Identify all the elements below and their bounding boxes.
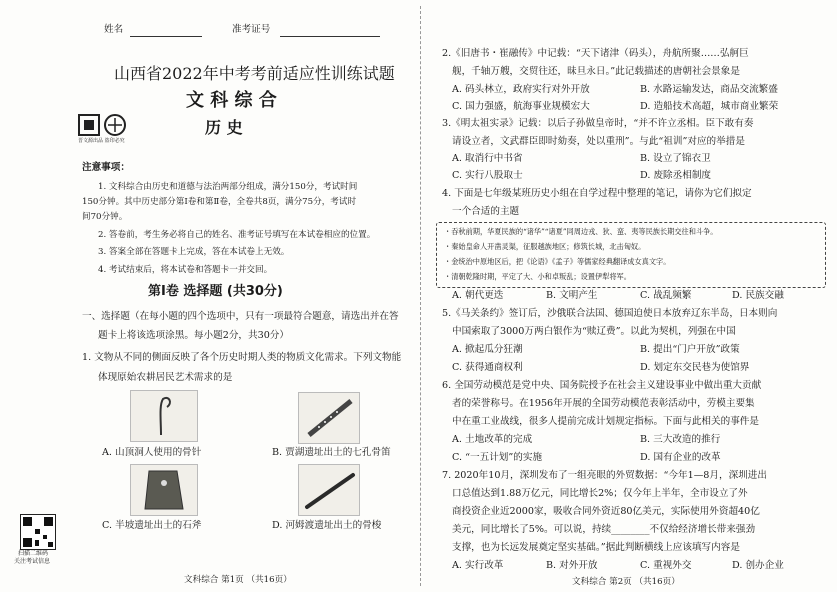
q7-option-a: A. 实行改革	[452, 560, 504, 571]
q6-stem: 中在重工业战线，很多人提前完成计划规定指标。下面与此相关的事件是	[452, 416, 759, 427]
q6-stem: 者的荣誉称号。在1956年开展的全国劳动模范表彰活动中，劳模主要集	[452, 398, 755, 409]
q7-stem: 商投资企业近2000家，吸收合同外资近80亿美元，实际使用外资超40亿	[452, 506, 760, 517]
q3-stem: 请设立者，文武群臣即时劾奏，处以重刑”。与此“祖训”对应的举措是	[452, 136, 745, 147]
q1-option-c: C. 半坡遗址出土的石斧	[102, 520, 202, 531]
q4-note: ・金统治中原地区后，把《论语》《孟子》等儒家经典翻译成女真文字。	[444, 257, 671, 266]
q7-option-c: C. 重视外交	[640, 560, 692, 571]
q2-stem: 2.《旧唐书・崔融传》中记载：“天下诸津（码头），舟航所聚……弘舸巨	[442, 48, 749, 59]
notice-line: 3. 答案全部在答题卡上完成，答在本试卷上无效。	[98, 247, 290, 257]
q4-note: ・秦始皇命人开凿灵渠，征服越族地区；修筑长城，北击匈奴。	[444, 242, 646, 251]
section1-intro: 题卡上将该选项涂黑。每小题2分，共30分）	[98, 330, 289, 341]
logo-caption: 晋文源出品 盗印必究	[78, 138, 125, 144]
exam-no-label: 准考证号	[232, 24, 271, 35]
q4-stem: 4. 下面是七年级某班历史小组在自学过程中整理的笔记，请你为它们拟定	[442, 188, 752, 199]
footer-left: 文科综合 第1页 （共16页）	[184, 575, 292, 585]
q4-stem: 一个合适的主题	[452, 206, 520, 217]
q6-option-c: C. “一五计划”的实施	[452, 452, 543, 463]
q7-stem: 口总值达到1.88万亿元，同比增长2%；仅今年上半年，全市设立了外	[452, 488, 748, 499]
artifact-stone-axe	[130, 464, 198, 516]
qr-caption: 关注考试信息	[14, 558, 51, 565]
q2-option-c: C. 国力强盛，航海事业规模宏大	[452, 101, 590, 112]
q7-option-b: B. 对外开放	[546, 560, 598, 571]
q4-option-a: A. 朝代更迭	[452, 290, 504, 301]
q5-stem: 5.《马关条约》签订后，沙俄联合法国、德国迫使日本放弃辽东半岛，日本则向	[442, 308, 778, 319]
q4-note: ・吞秋前期，华夏民族的“诸华”“诸夏”同周边戎、狄、蛮、夷等民族长期交往和斗争。	[444, 227, 718, 236]
bone-needle-icon	[131, 391, 197, 441]
q6-option-b: B. 三大改造的推行	[640, 434, 721, 445]
qr-code[interactable]	[20, 514, 56, 550]
artifact-bone-shuttle	[298, 464, 360, 516]
section1-intro: 一、选择题（在每小题的四个选项中，只有一项最符合题意，请选出并在答	[82, 311, 399, 322]
q1-option-a: A. 山顶洞人使用的骨针	[102, 447, 202, 458]
q6-option-d: D. 国有企业的改革	[640, 452, 721, 463]
right-page	[426, 0, 837, 592]
q3-option-b: B. 设立了锦衣卫	[640, 153, 711, 164]
page-divider	[420, 6, 422, 586]
q2-option-a: A. 码头林立，政府实行对外开放	[452, 84, 590, 95]
q1-option-b: B. 贾湖遗址出土的七孔骨笛	[272, 447, 391, 458]
notice-line: 150分钟。其中历史部分第Ⅰ卷和第Ⅱ卷，全卷共8页，满分75分，考试时	[82, 197, 357, 207]
q7-stem: 美元，同比增长了5%。可以说，持续________不仅给经济增长带来强劲	[452, 524, 756, 535]
q4-option-c: C. 战乱频繁	[640, 290, 692, 301]
q1-stem: 体现原始农耕居民艺术需求的是	[98, 372, 233, 383]
q5-option-b: B. 提出“门户开放”政策	[640, 344, 740, 355]
q6-stem: 6. 全国劳动模范是党中央、国务院授予在社会主义建设事业中做出重大贡献	[442, 380, 762, 391]
q5-stem: 中国索取了3000万两白银作为“赎辽费”。以此为契机，列强在中国	[452, 326, 736, 337]
qr-caption: 扫描二维码	[18, 550, 49, 557]
q6-option-a: A. 土地改革的完成	[452, 434, 533, 445]
q2-option-d: D. 造船技术高超，城市商业繁荣	[640, 101, 779, 112]
q4-option-d: D. 民族交融	[732, 290, 784, 301]
notice-line: 2. 答卷前，考生务必将自己的姓名、准考证号填写在本试卷相应的位置。	[98, 230, 376, 240]
stone-axe-icon	[131, 465, 197, 515]
q2-option-b: B. 水路运输发达，商品交流繁盛	[640, 84, 778, 95]
artifact-bone-needle	[130, 390, 198, 442]
section1-title: 第Ⅰ卷 选择题 (共30分)	[148, 284, 283, 299]
notice-line: 间70分钟。	[82, 212, 128, 222]
q2-stem: 舰，千轴万艘，交贸往还，昧旦永日。”此记载描述的唐朝社会景象是	[452, 66, 740, 77]
q1-stem: 1. 文物从不同的侧面反映了各个历史时期人类的物质文化需求。下列文物能	[82, 352, 402, 363]
q3-option-d: D. 废除丞相制度	[640, 170, 712, 181]
q4-note: ・清朝乾隆时期，平定了大、小和卓叛乱；设置伊犁将军。	[444, 272, 631, 281]
q3-option-a: A. 取消行中书省	[452, 153, 523, 164]
artifact-bone-flute	[298, 392, 360, 444]
publisher-logo-icon	[78, 114, 132, 138]
q7-stem: 7. 2020年10月，深圳发布了一组亮眼的外贸数据：“今年1—8月，深圳进出	[442, 470, 767, 481]
exam-title: 山西省2022年中考考前适应性训练试题	[114, 64, 395, 83]
exam-no-line	[280, 36, 380, 37]
notice-line: 1. 文科综合由历史和道德与法治两部分组成，满分150分，考试时间	[98, 182, 358, 192]
bone-flute-icon	[299, 393, 359, 443]
q5-option-c: C. 获得通商权利	[452, 362, 523, 373]
subject-sub: 历 史	[205, 118, 243, 137]
q3-stem: 3.《明太祖实录》记载：以后子孙做皇帝时，“并不许立丞相。臣下敢有奏	[442, 118, 754, 129]
publisher-logo	[78, 114, 132, 138]
q7-stem: 支撑，也为长远发展奠定坚实基础。”据此判断横线上应该填写内容是	[452, 542, 740, 553]
q7-option-d: D. 创办企业	[732, 560, 784, 571]
subject-main: 文 科 综 合	[186, 90, 277, 111]
q1-option-d: D. 河姆渡遗址出土的骨梭	[272, 520, 382, 531]
footer-right: 文科综合 第2页 （共16页）	[572, 577, 680, 587]
qr-code-icon	[21, 515, 55, 549]
notice-heading: 注意事项：	[82, 162, 130, 173]
notice-line: 4. 考试结束后，将本试卷和答题卡一并交回。	[98, 265, 273, 275]
q3-option-c: C. 实行八股取士	[452, 170, 523, 181]
q4-option-b: B. 文明产生	[546, 290, 598, 301]
name-label: 姓名	[104, 24, 124, 35]
q5-option-a: A. 掀起瓜分狂潮	[452, 344, 523, 355]
bone-shuttle-icon	[299, 465, 359, 515]
name-line	[130, 36, 202, 37]
q5-option-d: D. 划定东交民巷为使馆界	[640, 362, 750, 373]
